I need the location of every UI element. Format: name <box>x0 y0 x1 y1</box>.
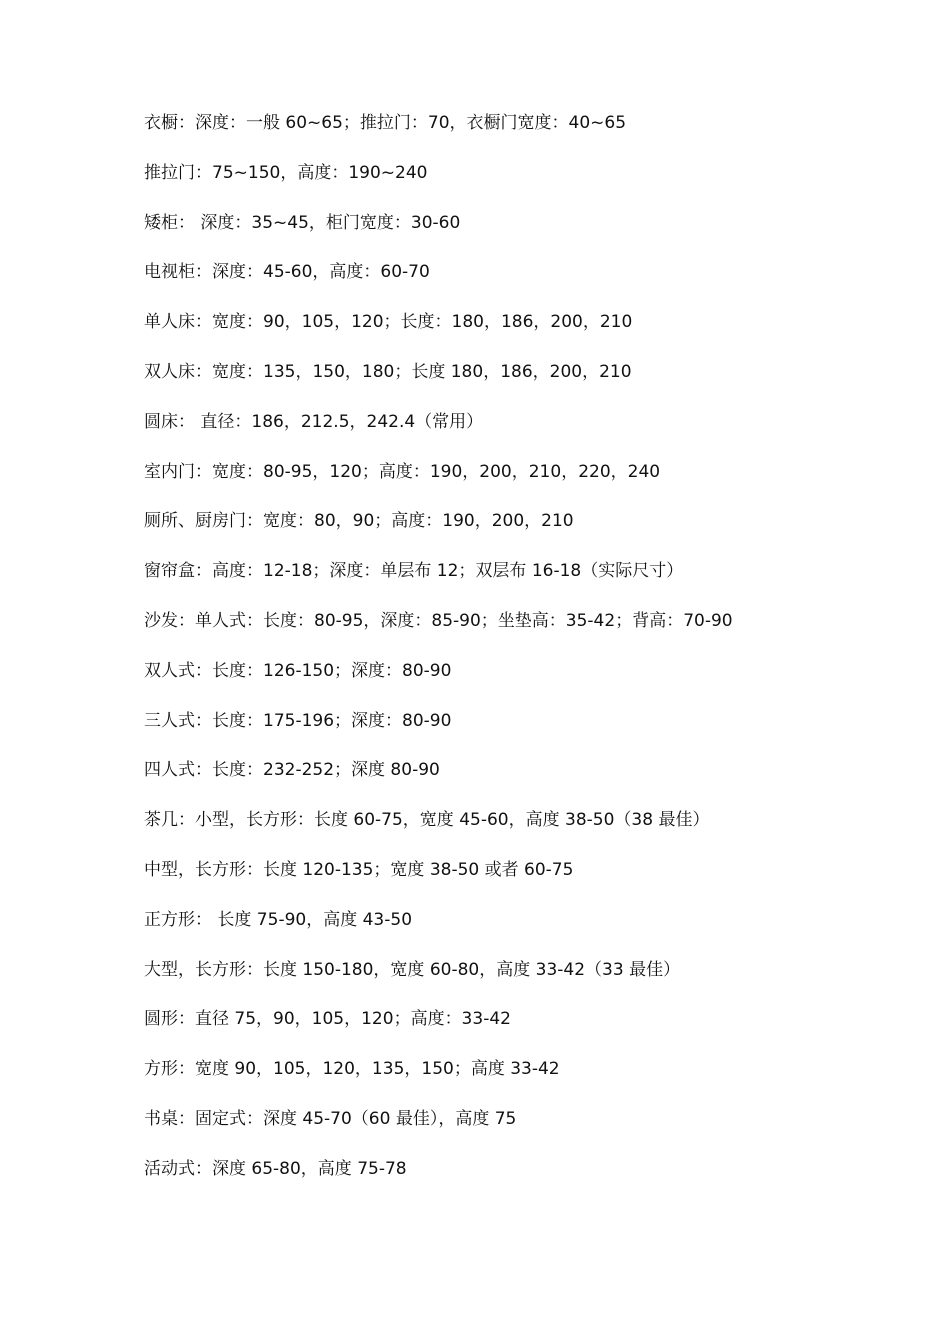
text-line-coffee-table-square-large: 方形：宽度 90，105，120，135，150；高度 33-42 <box>144 1059 560 1080</box>
text-line-low-cabinet: 矮柜： 深度：35~45，柜门宽度：30-60 <box>144 212 461 233</box>
text-line-round-bed: 圆床： 直径：186，212.5，242.4（常用） <box>144 411 484 432</box>
text-line-coffee-table-large: 大型，长方形：长度 150-180，宽度 60-80，高度 33-42（33 最佳） <box>144 959 681 980</box>
text-line-sofa-double: 双人式：长度：126-150；深度：80-90 <box>144 660 452 681</box>
text-line-coffee-table-round: 圆形：直径 75，90，105，120；高度：33-42 <box>144 1009 511 1030</box>
text-line-sofa-quad: 四人式：长度：232-252；深度 80-90 <box>144 760 440 781</box>
text-line-coffee-table-square: 正方形： 长度 75-90，高度 43-50 <box>144 909 413 930</box>
text-line-sofa-single: 沙发：单人式：长度：80-95，深度：85-90；坐垫高：35-42；背高：70-90 <box>144 610 733 631</box>
text-line-wardrobe: 衣橱：深度：一般 60~65；推拉门：70，衣橱门宽度：40~65 <box>144 113 627 133</box>
text-line-single-bed: 单人床：宽度：90，105，120；长度：180，186，200，210 <box>144 312 633 333</box>
text-line-coffee-table-small: 茶几：小型，长方形：长度 60-75，宽度 45-60，高度 38-50（38 最佳） <box>144 810 710 831</box>
furniture-dimension-list <box>144 110 904 1206</box>
text-line-desk-movable: 活动式：深度 65-80，高度 75-78 <box>144 1158 407 1179</box>
text-line-coffee-table-medium: 中型，长方形：长度 120-135；宽度 38-50 或者 60-75 <box>144 859 574 880</box>
text-line-interior-door: 室内门：宽度：80-95，120；高度：190，200，210，220，240 <box>144 461 661 482</box>
text-line-tv-cabinet: 电视柜：深度：45-60，高度：60-70 <box>144 262 430 283</box>
text-line-curtain-box: 窗帘盒：高度：12-18；深度：单层布 12；双层布 16-18（实际尺寸） <box>144 561 684 582</box>
text-line-sliding-door: 推拉门：75~150，高度：190~240 <box>144 162 428 183</box>
text-line-bathroom-kitchen-door: 厕所、厨房门：宽度：80，90；高度：190，200，210 <box>144 511 574 532</box>
text-line-desk-fixed: 书桌：固定式：深度 45-70（60 最佳），高度 75 <box>144 1108 517 1129</box>
text-line-sofa-triple: 三人式：长度：175-196；深度：80-90 <box>144 710 452 731</box>
text-line-double-bed: 双人床：宽度：135，150，180；长度 180，186，200，210 <box>144 361 632 382</box>
